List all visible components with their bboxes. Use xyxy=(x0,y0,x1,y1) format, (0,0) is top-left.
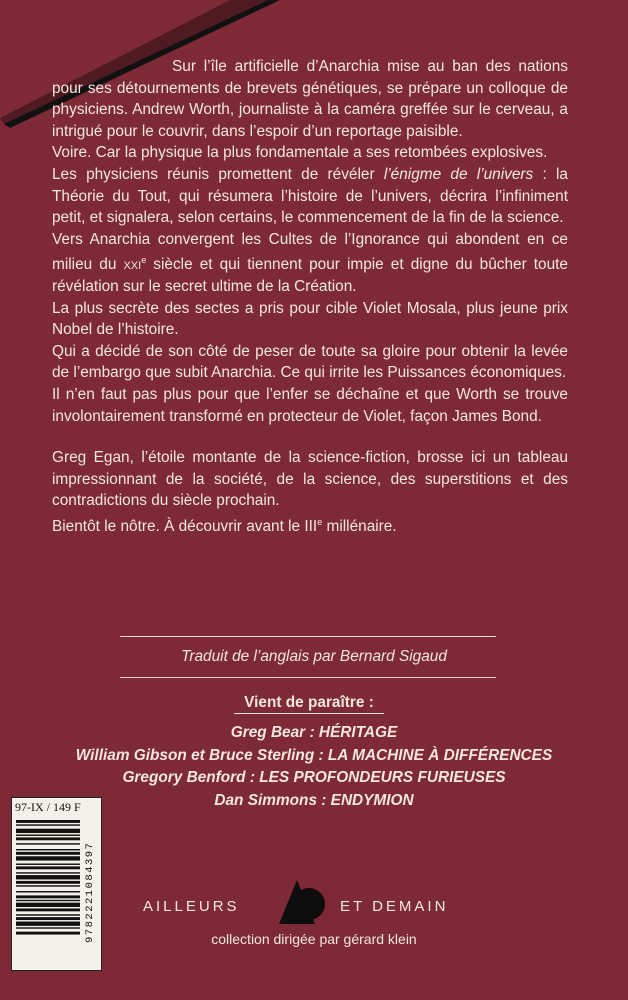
list-item: Greg Bear : HÉRITAGE xyxy=(230,724,398,741)
synopsis-paragraph: Voire. Car la physique la plus fondamentale a ses retombées explosives. xyxy=(52,144,548,162)
list-item: Gregory Benford : LES PROFONDEURS FURIEUSES xyxy=(122,769,506,786)
collection-director: collection dirigée par gérard klein xyxy=(211,931,417,947)
synopsis-paragraph: Vers Anarchia convergent les Cultes de l’Ignorance qui abondent en ce milieu du xxi$^e$ siècle et qui tiennent pour impie et digne du bûcher toute révélation sur le secret ultime de la Création. xyxy=(52,230,568,296)
series-name-right: ET DEMAIN xyxy=(340,898,449,915)
series-name-left: AILLEURS xyxy=(143,898,240,915)
synopsis xyxy=(52,56,568,538)
century-numeral: xxi xyxy=(123,256,142,274)
emphasis-enigme: l’énigme de l’univers xyxy=(383,165,534,183)
synopsis-paragraph: Les physiciens réunis promettent de révéler l’énigme de l’univers : la Théorie du Tout, qui résumera l’histoire de l’univers, décrira l’infiniment petit, et signalera, selon certains, le commencement de la fin de la science. xyxy=(52,165,568,227)
author-paragraph: Bientôt le nôtre. À découvrir avant le IIIe millénaire. xyxy=(52,517,397,536)
synopsis-paragraph: La plus secrète des sectes a pris pour cible Violet Mosala, plus jeune prix Nobel de l’histoire. xyxy=(52,299,568,339)
author-paragraph: Greg Egan, l’étoile montante de la science-fiction, brosse ici un tableau impressionnant de la société, de la science, des superstitions et des contradictions du siècle prochain. xyxy=(52,449,568,510)
recent-heading: Vient de paraître : xyxy=(0,694,618,712)
list-item: William Gibson et Bruce Sterling : LA MACHINE À DIFFÉRENCES xyxy=(75,746,553,764)
translator-credit: Traduit de l’anglais par Bernard Sigaud xyxy=(181,648,447,665)
publisher-logo-icon xyxy=(275,878,329,926)
synopsis-paragraph: Sur l’île artificielle d’Anarchia mise au ban des nations pour ses détournements de brevets génétiques, se prépare un colloque de physiciens. Andrew Worth, journaliste à la caméra greffée sur le cerveau, a intrigué pour le couvrir, dans l’espoir d’un reportage paisible. xyxy=(52,58,568,140)
synopsis-paragraph: Il n’en faut pas plus pour que l’enfer se déchaîne et que Worth se trouve involontairement transformé en protecteur de Violet, façon James Bond. xyxy=(52,386,568,425)
price-code: 97-IX / 149 F xyxy=(15,800,81,814)
isbn-digits: 9782221084397 xyxy=(84,841,96,943)
divider-bottom xyxy=(120,677,496,678)
synopsis-paragraph: Qui a décidé de son côté de peser de toute sa gloire pour obtenir la levée de l’embargo que subit Anarchia. Ce qui irrite les Puissances économiques. xyxy=(52,342,568,382)
list-item: Dan Simmons : ENDYMION xyxy=(214,791,414,809)
divider-top xyxy=(120,636,496,637)
